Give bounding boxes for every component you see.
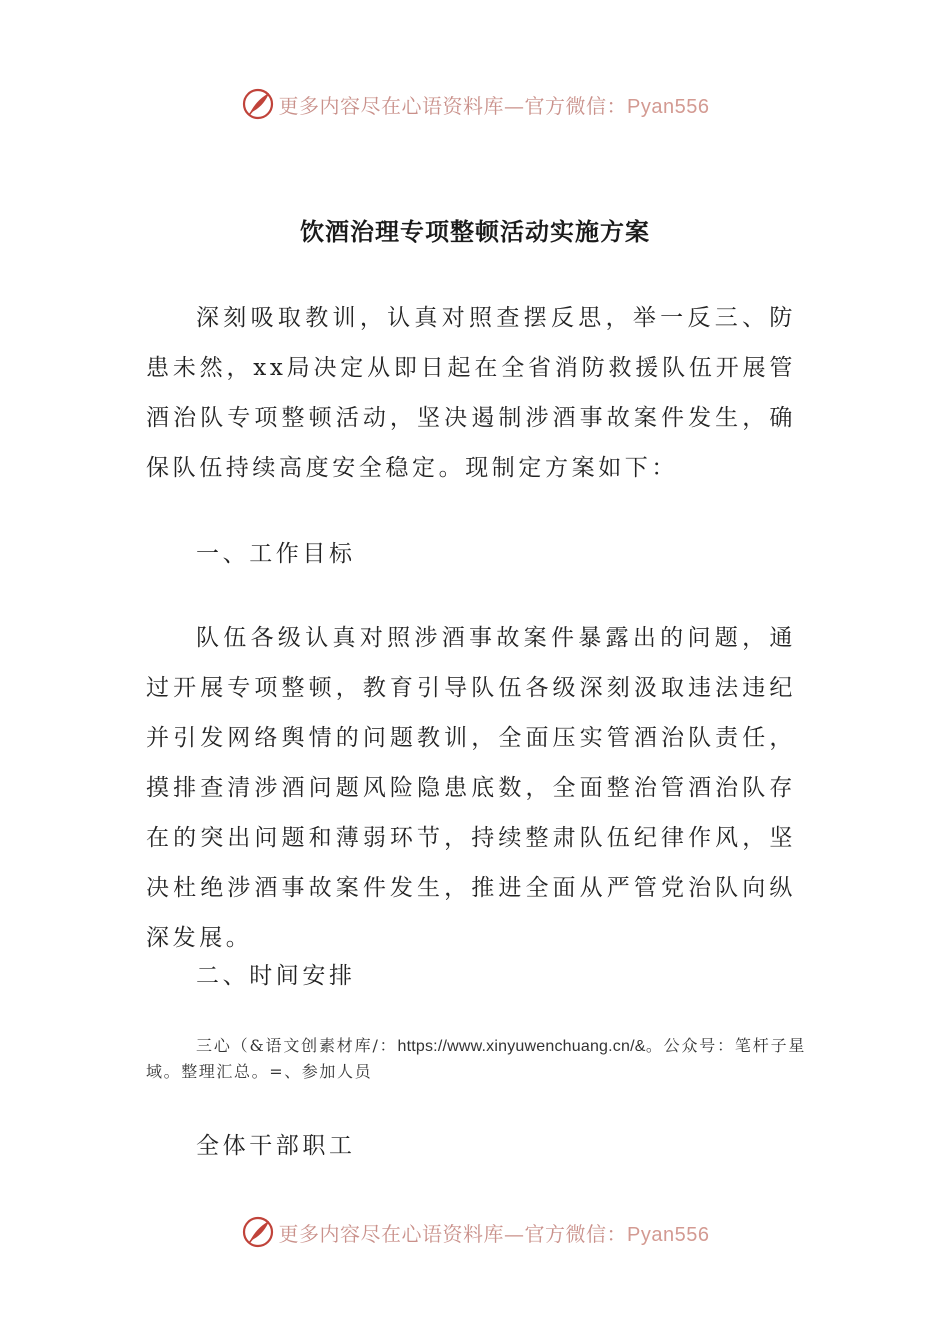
section-heading-schedule: 二、时间安排 xyxy=(196,963,356,989)
feather-pen-logo-icon xyxy=(241,87,275,121)
header-watermark xyxy=(0,84,950,124)
participants-text: 全体干部职工 xyxy=(196,1133,356,1159)
watermark-text: 更多内容尽在心语资料库—官方微信：Pyan556 xyxy=(278,1221,710,1246)
watermark-text: 更多内容尽在心语资料库—官方微信：Pyan556 xyxy=(278,93,710,118)
feather-pen-logo-icon xyxy=(241,1215,275,1249)
document-title: 饮酒治理专项整顿活动实施方案 xyxy=(300,218,650,246)
source-note xyxy=(146,1033,806,1084)
section-heading-goals: 一、工作目标 xyxy=(196,541,356,567)
source-note-suffix: 。公众号：笔杆子星域。整理汇总。=、参加人员 xyxy=(146,1036,806,1081)
intro-paragraph: 深刻吸取教训，认真对照查摆反思，举一反三、防患未然，xx局决定从即日起在全省消防救援队伍开展管酒治队专项整顿活动，坚决遏制涉酒事故案件发生，确保队伍持续高度安全稳定。现制定方案如下： xyxy=(146,305,796,481)
source-note-url[interactable]: https://www.xinyuwenchuang.cn/& xyxy=(397,1038,646,1055)
footer-watermark xyxy=(0,1212,950,1252)
source-note-prefix: 三心（&语文创素材库/： xyxy=(196,1036,398,1055)
section-body-goals: 队伍各级认真对照涉酒事故案件暴露出的问题，通过开展专项整顿，教育引导队伍各级深刻汲取违法违纪并引发网络舆情的问题教训，全面压实管酒治队责任，摸排查清涉酒问题风险隐患底数，全面整治管酒治队存在的突出问题和薄弱环节，持续整肃队伍纪律作风，坚决杜绝涉酒事故案件发生，推进全面从严管党治队向纵深发展。 xyxy=(146,625,796,951)
